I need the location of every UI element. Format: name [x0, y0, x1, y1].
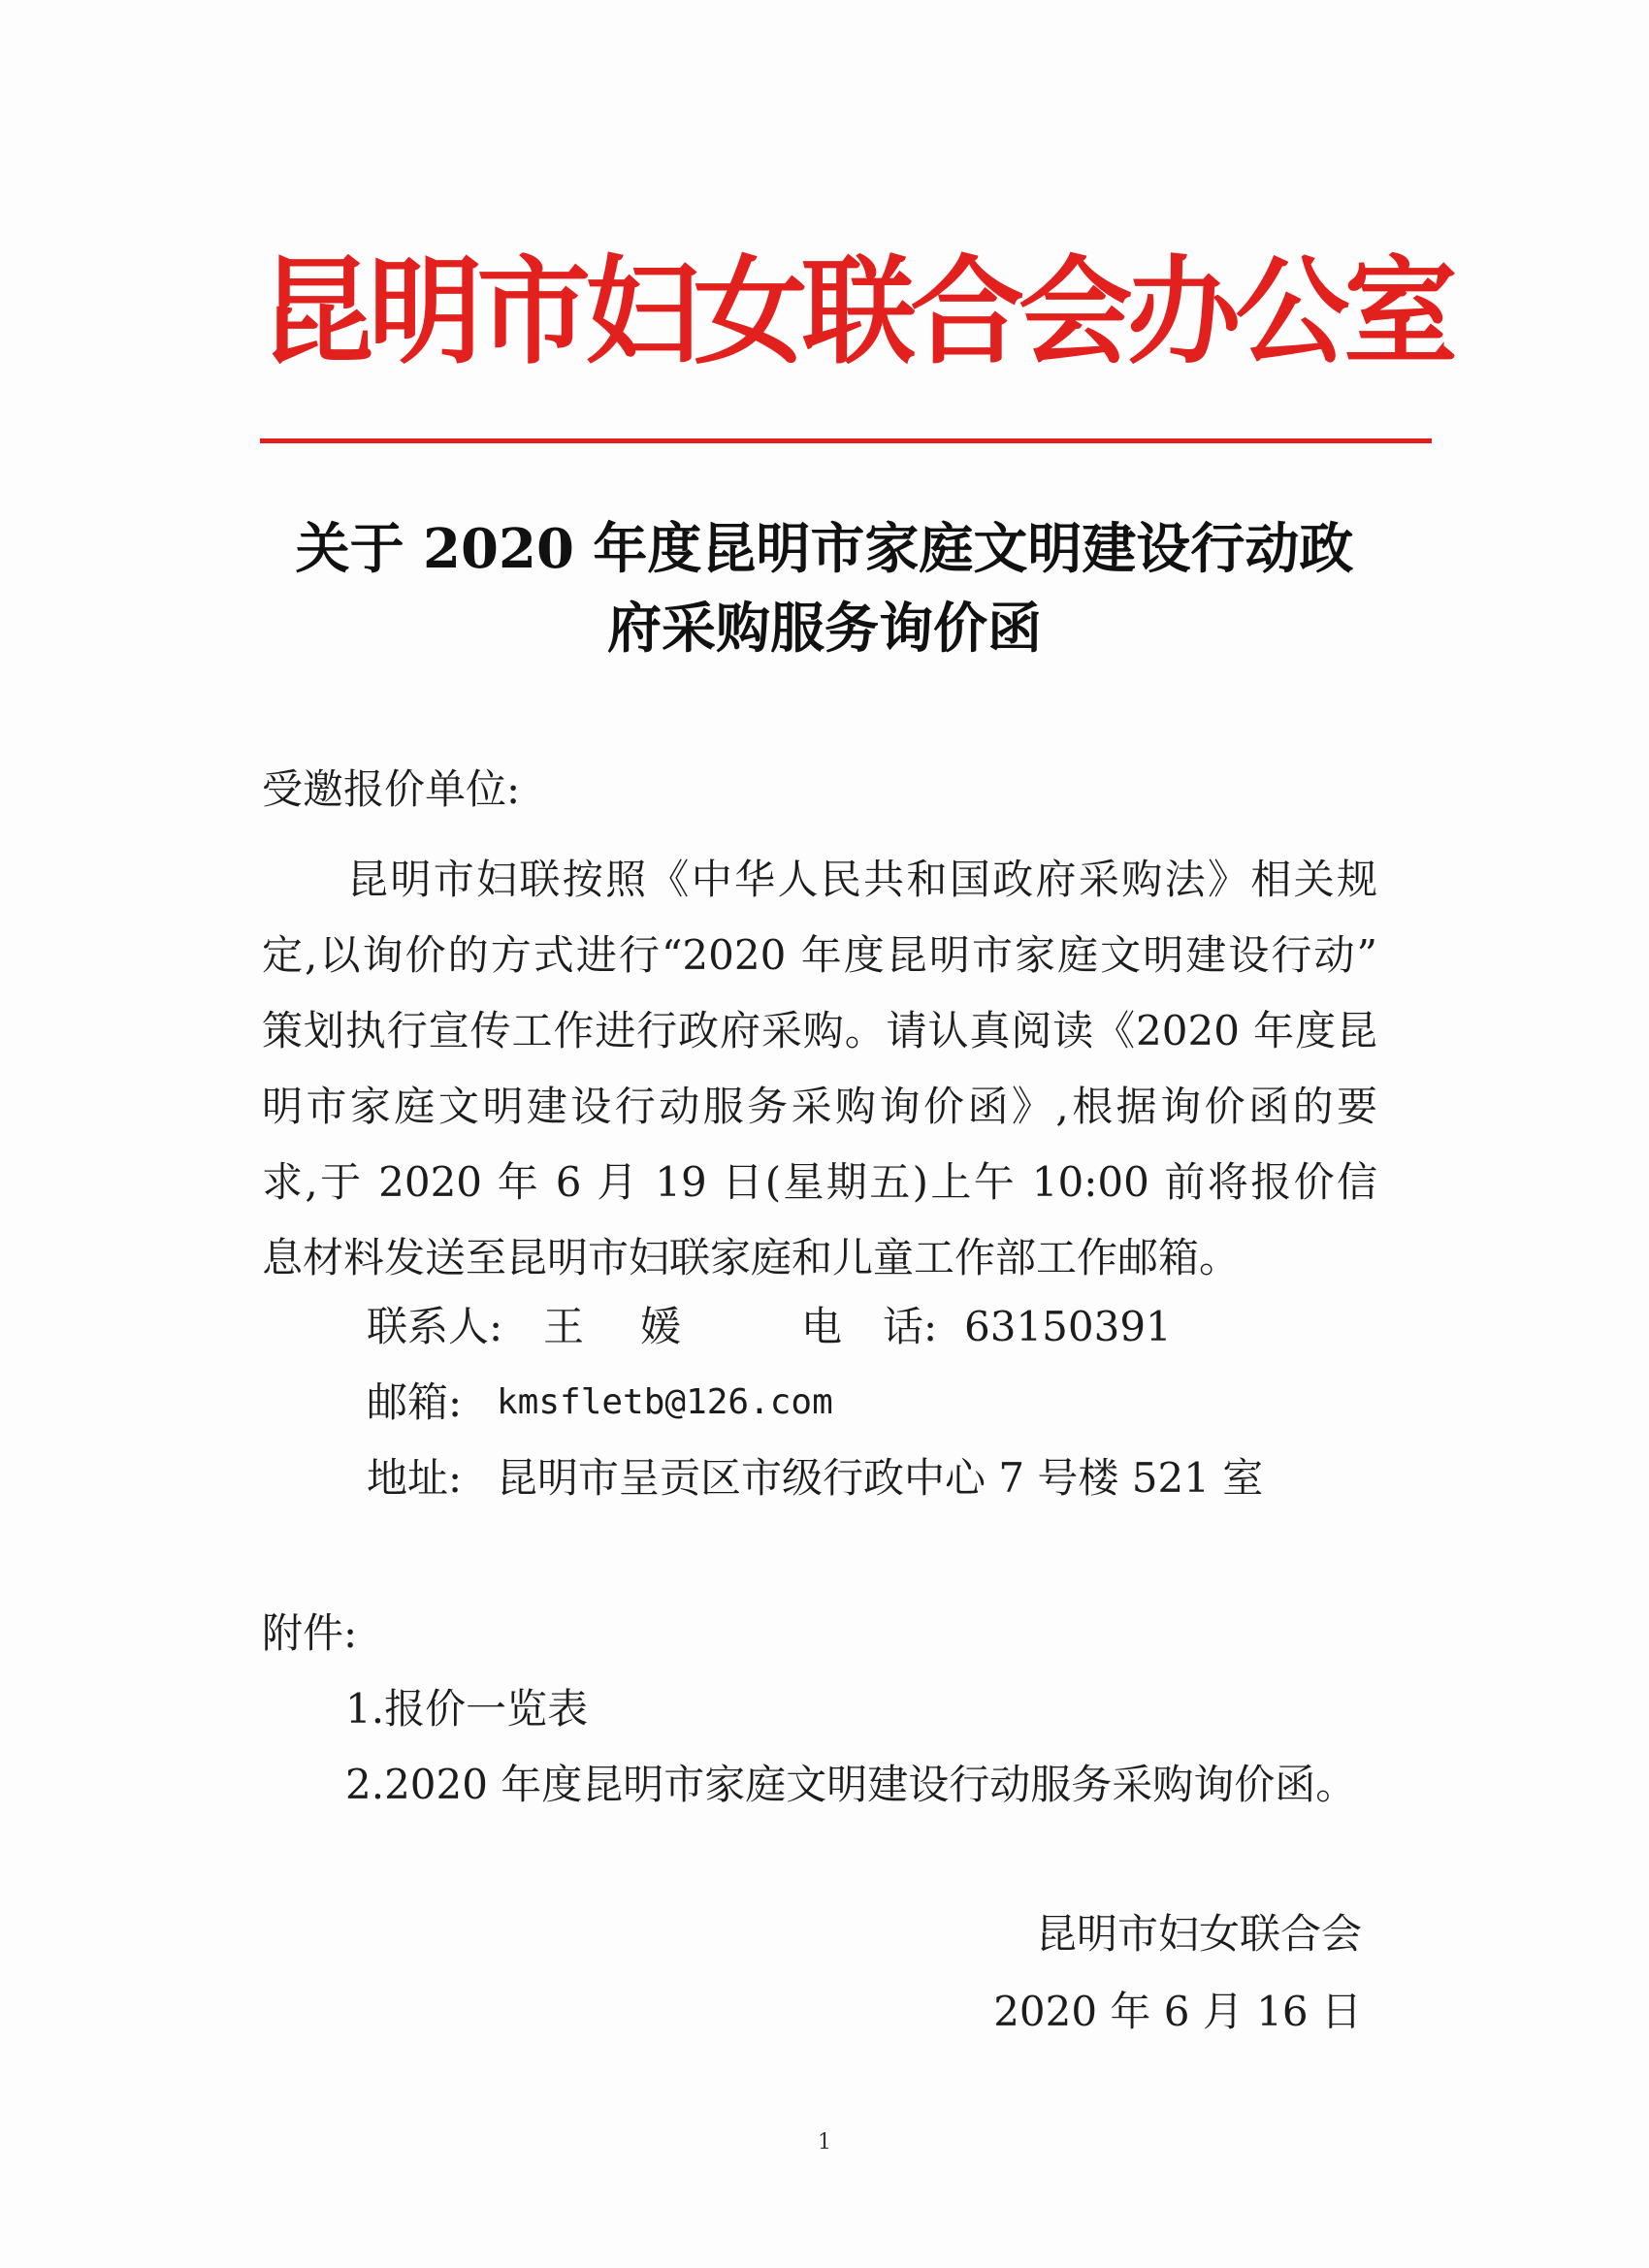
- contact-email-label: 邮箱:: [367, 1378, 463, 1426]
- body-line: 定,以询价的方式进行“2020 年度昆明市家庭文明建设行动”: [262, 931, 1377, 979]
- attachment-item: 2.2020 年度昆明市家庭文明建设行动服务采购询价函。: [345, 1761, 1357, 1808]
- contact-phone-label: 电 话:: [801, 1303, 938, 1350]
- attachment-item: 1.报价一览表: [345, 1685, 589, 1733]
- letterhead-red-rule: [260, 438, 1432, 443]
- body-line: 求,于 2020 年 6 月 19 日(星期五)上午 10:00 前将报价信: [262, 1158, 1377, 1206]
- document-title-line-1: 关于 2020 年度昆明市家庭文明建设行动政: [295, 517, 1354, 581]
- body-paragraph: [262, 842, 1377, 1296]
- contact-person-name: 王 媛: [543, 1303, 690, 1350]
- contact-email: kmsfletb@126.com: [497, 1382, 833, 1422]
- contact-phone: 63150391: [964, 1303, 1172, 1350]
- page-number: 1: [818, 2130, 831, 2155]
- body-line: 策划执行宣传工作进行政府采购。请认真阅读《2020 年度昆: [262, 1007, 1377, 1054]
- salutation: 受邀报价单位:: [262, 765, 521, 813]
- signature-date: 2020 年 6 月 16 日: [993, 1988, 1362, 2035]
- body-line: 息材料发送至昆明市妇联家庭和儿童工作部工作邮箱。: [262, 1234, 1241, 1281]
- attachments-heading: 附件:: [262, 1609, 358, 1657]
- body-line: 昆明市妇联按照《中华人民共和国政府采购法》相关规: [347, 856, 1377, 903]
- letterhead-title: 昆明市妇女联合会办公室: [260, 245, 1452, 380]
- body-line: 明市家庭文明建设行动服务采购询价函》,根据询价函的要: [262, 1083, 1377, 1130]
- contact-person-label: 联系人:: [367, 1303, 503, 1350]
- signature-organization: 昆明市妇女联合会: [1035, 1910, 1362, 1958]
- contact-address: 昆明市呈贡区市级行政中心 7 号楼 521 室: [497, 1454, 1264, 1502]
- contact-address-label: 地址:: [367, 1454, 463, 1502]
- document-title-line-2: 府采购服务询价函: [607, 597, 1042, 661]
